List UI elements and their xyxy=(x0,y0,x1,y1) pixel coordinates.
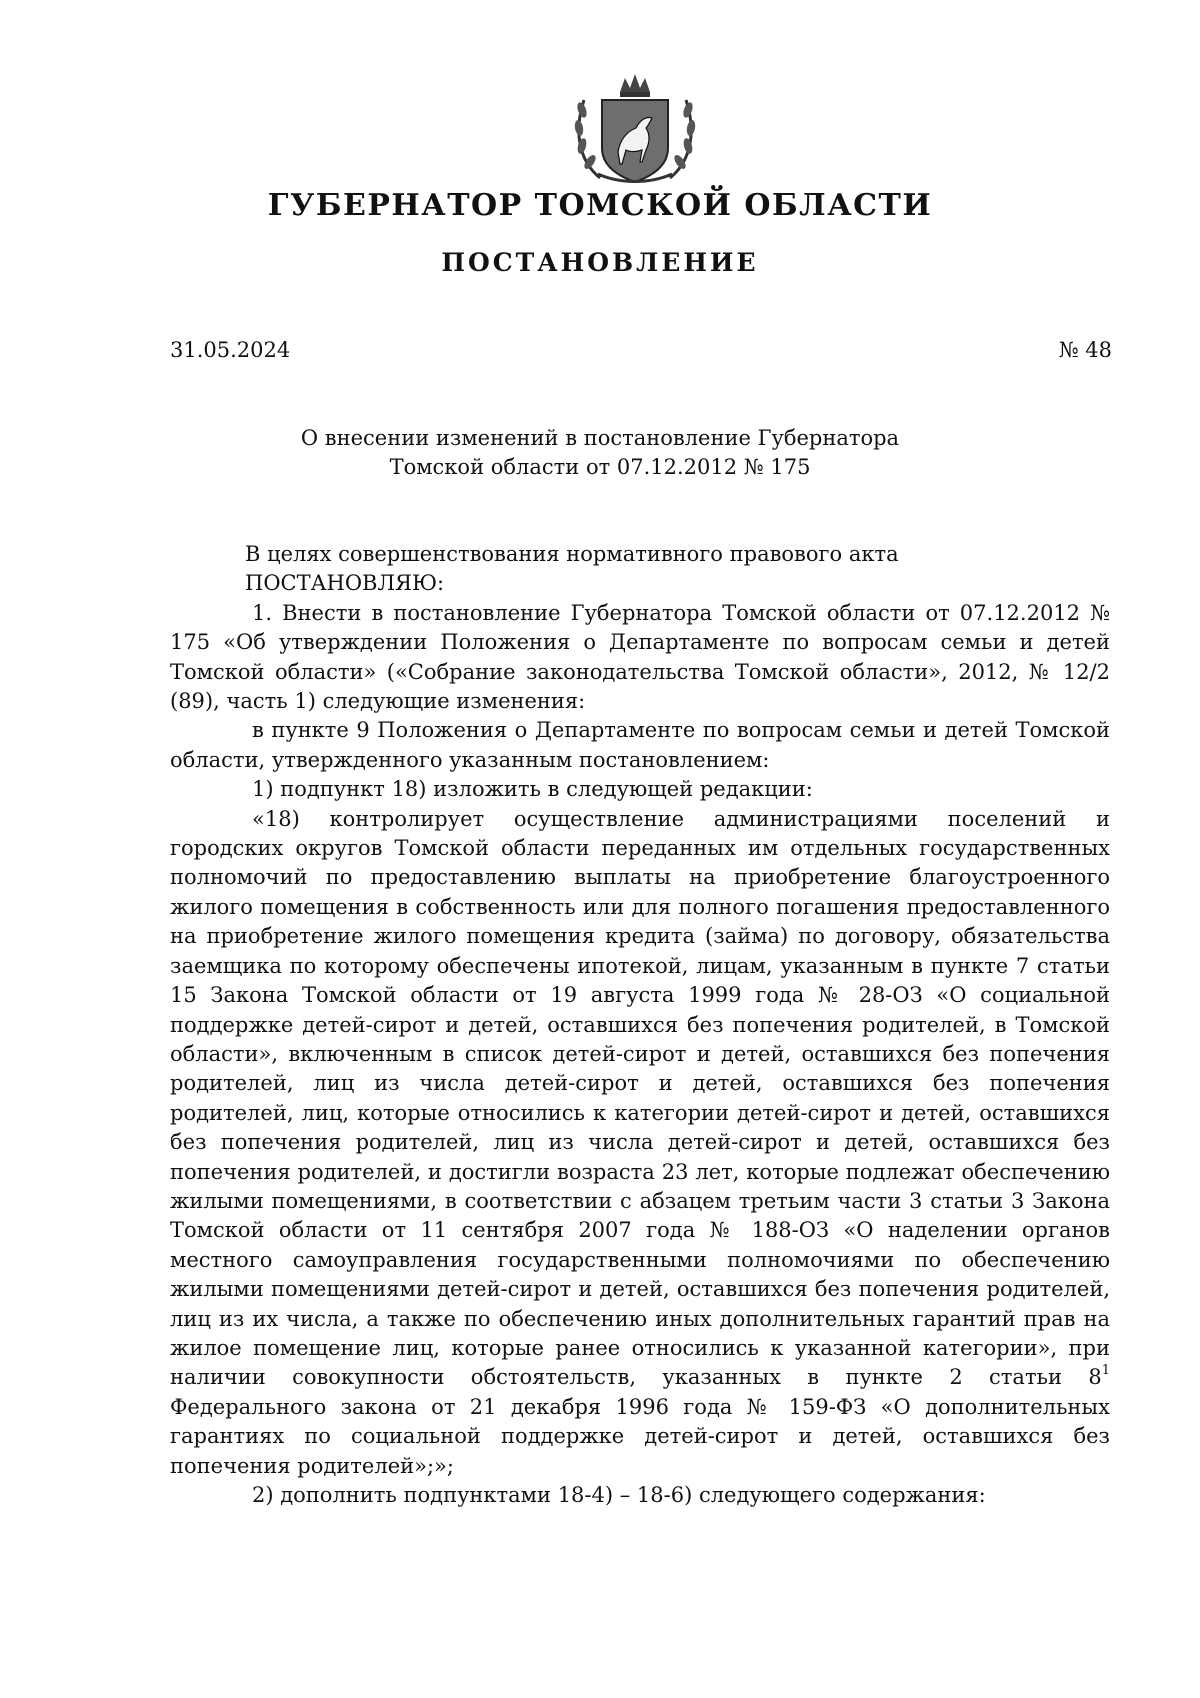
item-1-paragraph: 1. Внести в постановление Губернатора Томской области от 07.12.2012 № 175 «Об утверждении Положения о Департаменте по вопросам семьи и детей Томской области» («Собрание законодательства Томской области», 2012, № 12/2 (89), часть 1) следующие изменения: xyxy=(170,600,1110,714)
document-type-title: ПОСТАНОВЛЕНИЕ xyxy=(441,248,759,277)
quote-text-part-2: Федерального закона от 21 декабря 1996 года № 159-ФЗ «О дополнительных гарантиях по социальной поддержке детей-сирот и детей, оставшихся без попечения родителей»;»; xyxy=(170,1394,1110,1478)
intro-paragraph: В целях совершенствования нормативного правового акта xyxy=(245,542,899,566)
quoted-subitem-18-paragraph xyxy=(170,805,1110,1481)
subitem-2-paragraph: 2) дополнить подпунктами 18-4) – 18-6) следующего содержания: xyxy=(252,1483,986,1507)
authority-title: ГУБЕРНАТОР ТОМСКОЙ ОБЛАСТИ xyxy=(267,188,933,223)
document-date: 31.05.2024 xyxy=(170,338,291,362)
quote-text-part-1: «18) контролирует осуществление администрациями поселений и городских округов Томской области переданных им отдельных государственных полномочий по предоставлению выплаты на приобретение благоустроенного жилого помещения в собственность или для полного погашения предоставленного на приобретение жилого помещения кредита (займа) по договору, обязательства заемщика по которому обеспечены ипотекой, лицам, указанным в пункте 7 статьи 15 Закона Томской области от 19 августа 1999 года № 28-ОЗ «О социальной поддержке детей-сирот и детей, оставшихся без попечения родителей, в Томской области», включенным в список детей-сирот и детей, оставшихся без попечения родителей, лиц из числа детей-сирот и детей, оставшихся без попечения родителей, лиц, которые относились к категории детей-сирот и детей, оставшихся без попечения родителей, лиц из числа детей-сирот и детей, оставшихся без попечения родителей, и достигли возраста 23 лет, которые подлежат обеспечению жилыми помещениями, в соответствии с абзацем третьим части 3 статьи 3 Закона Томской области от 11 сентября 2007 года № 188-ОЗ «О наделении органов местного самоуправления государственными полномочиями по обеспечению жилыми помещениями детей-сирот и детей, оставшихся без попечения родителей, лиц из их числа, а также по обеспечению иных дополнительных гарантий прав на жилое помещение лиц, которые ранее относились к указанной категории», при наличии совокупности обстоятельств, указанных в пункте 2 статьи 8 xyxy=(170,806,1110,1390)
document-body xyxy=(170,540,1110,1510)
subitem-1-paragraph: 1) подпункт 18) изложить в следующей редакции: xyxy=(252,777,813,802)
coat-of-arms-emblem xyxy=(570,70,700,185)
decree-word: ПОСТАНОВЛЯЮ: xyxy=(245,571,445,596)
article-superscript: 1 xyxy=(1101,1363,1110,1379)
item-1-sub-paragraph: в пункте 9 Положения о Департаменте по вопросам семьи и детей Томской области, утвержденного указанным постановлением: xyxy=(170,718,1110,772)
subject-line-1: О внесении изменений в постановление Губернатора xyxy=(300,426,900,450)
document-number: № 48 xyxy=(1058,338,1112,362)
subject-line-2: Томской области от 07.12.2012 № 175 xyxy=(389,455,811,479)
